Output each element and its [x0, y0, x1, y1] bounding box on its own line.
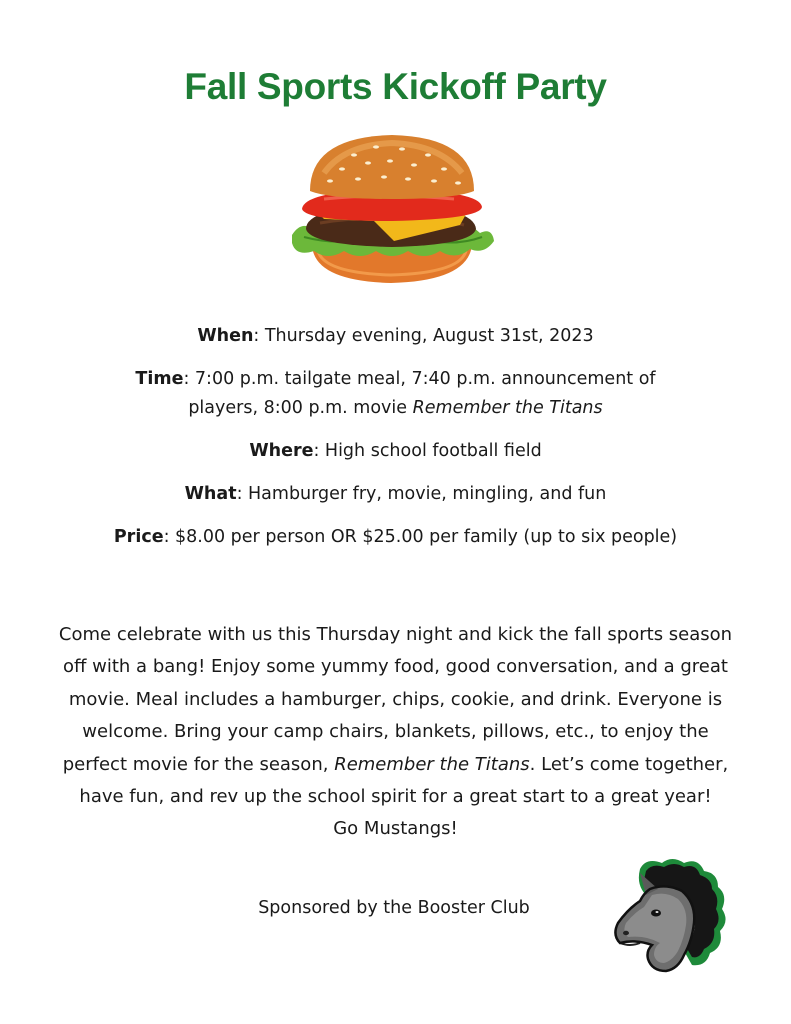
description-part2: . Let’s come together, have fun, and rev up the school spirit for a great start to a great year!: [79, 753, 729, 808]
what-value: : Hamburger fry, movie, mingling, and fun: [236, 484, 607, 504]
when-line: [30, 322, 761, 351]
time-value-line1: : 7:00 p.m. tailgate meal, 7:40 p.m. announcement of: [183, 369, 656, 389]
time-label: Time: [135, 369, 184, 389]
what-label: What: [184, 484, 237, 504]
sponsor-line: Sponsored by the Booster Club: [258, 898, 530, 918]
price-value: : $8.00 per person OR $25.00 per family (up to six people): [163, 527, 678, 547]
what-line: [30, 480, 761, 509]
when-label: When: [197, 326, 254, 346]
when-value: : Thursday evening, August 31st, 2023: [253, 326, 594, 346]
price-label: Price: [113, 527, 164, 547]
page-title: Fall Sports Kickoff Party: [184, 66, 607, 107]
description-movie-title: Remember the Titans: [334, 753, 530, 775]
hamburger-image: [284, 133, 499, 285]
where-value: : High school football field: [313, 441, 542, 461]
event-details: [30, 322, 761, 566]
closing-line: Go Mustangs!: [333, 818, 458, 840]
time-value-line2: players, 8:00 p.m. movie: [188, 398, 413, 418]
price-line: [30, 523, 761, 552]
mustang-logo: [606, 855, 732, 973]
time-line: [30, 365, 761, 423]
event-description: [50, 619, 741, 846]
where-line: [30, 437, 761, 466]
where-label: Where: [249, 441, 314, 461]
description-part1: Come celebrate with us this Thursday night and kick the fall sports season off with a bang! Enjoy some yummy food, good conversation, and a great movie. Meal includes a hamburger, chips, cookie, and drink. Everyone is welcome. Bring your camp chairs, blankets, pillows, etc., to enjoy the perfect movie for the season,: [58, 624, 733, 775]
time-movie-title: Remember the Titans: [412, 398, 603, 418]
